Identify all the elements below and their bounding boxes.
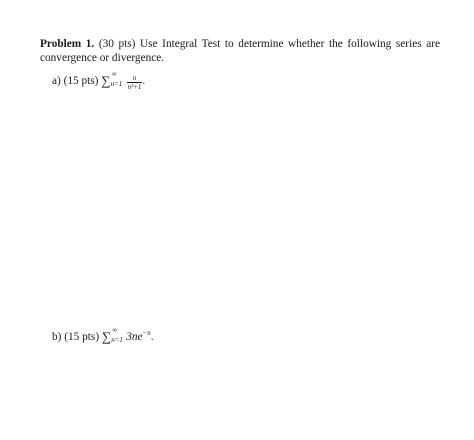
term-base: 3ne	[126, 331, 143, 343]
sum-lower-limit: n=1	[111, 336, 123, 344]
summation-symbol: ∑	[101, 329, 112, 344]
problem-title: Problem 1.	[40, 38, 95, 50]
summation-limits	[111, 326, 125, 344]
part-a-period: .	[142, 75, 146, 87]
part-a-points: (15 pts)	[63, 75, 99, 87]
series-term	[126, 331, 151, 343]
part-a-label: a)	[52, 75, 61, 87]
term-exponent: −n	[142, 329, 151, 337]
part-a-series	[101, 70, 146, 91]
sum-upper-limit: ∞	[111, 70, 117, 78]
series-fraction	[127, 74, 146, 91]
part-a	[52, 70, 146, 91]
fraction-numerator: n	[132, 74, 137, 82]
sum-lower-limit: n=1	[110, 80, 123, 88]
summation-limits	[110, 70, 125, 88]
part-b-period: .	[150, 331, 154, 343]
part-b-points: (15 pts)	[64, 331, 100, 343]
part-b-series	[101, 326, 154, 344]
fraction-denominator: n²+1	[127, 83, 142, 91]
sum-upper-limit: ∞	[112, 326, 118, 334]
part-b-label: b)	[52, 331, 62, 343]
problem-text: (30 pts) Use Integral Test to determine whether the following series are convergence or divergence.	[40, 38, 440, 64]
summation-symbol: ∑	[101, 73, 111, 88]
part-b	[52, 326, 154, 344]
problem-statement	[40, 37, 440, 65]
